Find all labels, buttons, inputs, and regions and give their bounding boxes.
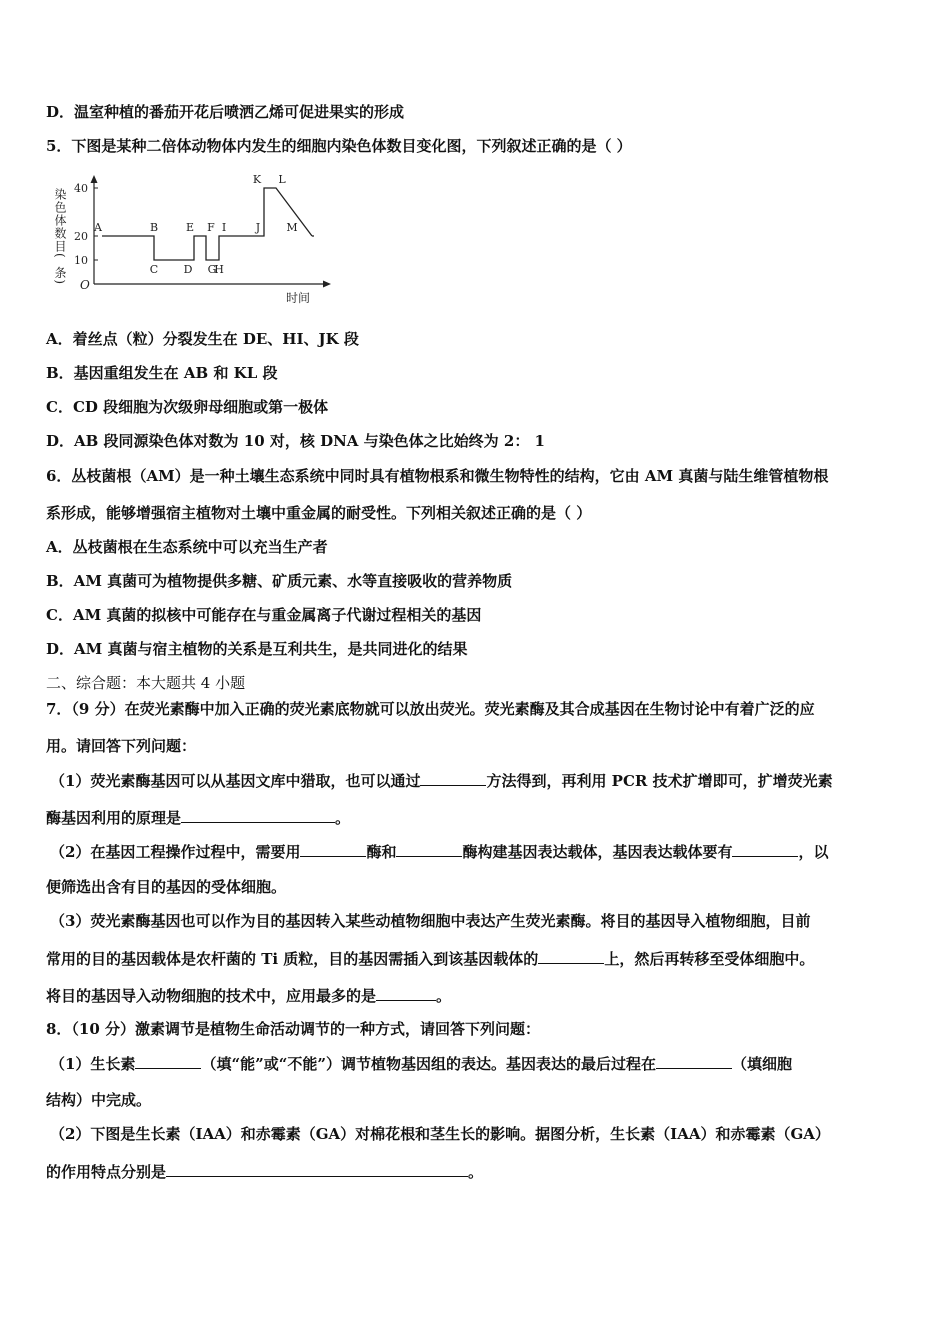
chart-ylabel: [53, 187, 67, 284]
point-label-f: F: [207, 221, 215, 234]
y-axis-arrow: [91, 175, 98, 183]
text-segment: （填细胞: [731, 1055, 792, 1073]
answer-blank[interactable]: [376, 985, 436, 1001]
x-axis-arrow: [323, 281, 331, 288]
q6-option-d: D．AM 真菌与宿主植物的关系是互利共生，是共同进化的结果: [46, 640, 468, 658]
q8-stem: 8．（10 分）激素调节是植物生命活动调节的一种方式，请回答下列问题：: [46, 1020, 541, 1038]
point-label-c: C: [149, 263, 159, 276]
point-label-l: L: [278, 173, 286, 186]
q7-stem-line2: 用。请回答下列问题：: [46, 737, 197, 755]
point-label-a: A: [94, 221, 102, 234]
point-label-g: G: [207, 263, 217, 276]
q5-option-c: C．CD 段细胞为次级卵母细胞或第一极体: [46, 398, 329, 416]
q7-part2-line1: [50, 841, 829, 862]
ylabel-char: 数: [53, 227, 67, 239]
point-label-m: M: [286, 221, 298, 234]
text-segment: 。: [436, 987, 452, 1005]
ylabel-char: 体: [53, 214, 67, 226]
q7-part3-line2: [46, 948, 814, 969]
q7-part3-line3: [46, 985, 451, 1006]
point-label-b: B: [149, 221, 159, 234]
text-segment: 常用的目的基因载体是农杆菌的 Ti 质粒，目的基因需插入到该基因载体的: [46, 950, 539, 968]
text-segment: （填“能”或“不能”）调节植物基因组的表达。基因表达的最后过程在: [201, 1055, 656, 1073]
q5-option-d: D．AB 段同源染色体对数为 10 对，核 DNA 与染色体之比始终为 2： 1: [46, 432, 545, 450]
q6-option-b: B．AM 真菌可为植物提供多糖、矿质元素、水等直接吸收的营养物质: [46, 572, 513, 590]
q7-stem-line1: 7．（9 分）在荧光素酶中加入正确的荧光素底物就可以放出荧光。荧光素酶及其合成基因在生物讨论中有着广泛的应: [46, 700, 815, 718]
text-segment: 酶构建基因表达载体，基因表达载体要有: [462, 843, 733, 861]
text-segment: 酶和: [366, 843, 397, 861]
answer-blank[interactable]: [166, 1161, 468, 1177]
q8-part2-line2: [46, 1161, 483, 1182]
y-tick-label: 20: [74, 230, 88, 243]
q7-part1-line2: [46, 807, 350, 828]
section-heading: 二、综合题：本大题共 4 小题: [46, 674, 246, 692]
ylabel-char: 条: [53, 266, 67, 278]
q7-part2-line2: 便筛选出含有目的基因的受体细胞。: [46, 878, 287, 896]
text-segment: （1）生长素: [50, 1055, 136, 1073]
text-segment: 的作用特点分别是: [46, 1163, 167, 1181]
q7-part1-line1: [50, 770, 833, 791]
point-label-h: H: [214, 263, 224, 276]
answer-blank[interactable]: [656, 1053, 732, 1069]
answer-blank[interactable]: [732, 841, 798, 857]
point-label-d: D: [183, 263, 193, 276]
point-label-j: J: [255, 221, 261, 234]
q8-part1-line1: [50, 1053, 792, 1074]
answer-blank[interactable]: [135, 1053, 201, 1069]
q5-stem: 5．下图是某种二倍体动物体内发生的细胞内染色体数目变化图，下列叙述正确的是（ ）: [46, 137, 632, 155]
q6-option-c: C．AM 真菌的拟核中可能存在与重金属离子代谢过程相关的基因: [46, 606, 482, 624]
q8-part1-line2: 结构）中完成。: [46, 1091, 152, 1109]
y-tick-label: 40: [74, 182, 88, 195]
ylabel-char: ): [53, 279, 67, 284]
text-segment: 。: [468, 1163, 484, 1181]
chart-xlabel: 时间: [286, 291, 311, 305]
point-label-e: E: [185, 221, 195, 234]
q5-option-b: B．基因重组发生在 AB 和 KL 段: [46, 364, 278, 382]
ylabel-char: (: [53, 253, 67, 258]
answer-blank[interactable]: [181, 807, 335, 823]
q6-stem-line1: 6．丛枝菌根（AM）是一种土壤生态系统中同时具有植物根系和微生物特性的结构，它由 AM 真菌与陆生维管植物根: [46, 467, 829, 485]
text-segment: （2）在基因工程操作过程中，需要用: [50, 843, 301, 861]
q7-part3-line1: （3）荧光素酶基因也可以作为目的基因转入某些动植物细胞中表达产生荧光素酶。将目的基因导入植物细胞，目前: [50, 912, 811, 930]
q6-option-a: A．丛枝菌根在生态系统中可以充当生产者: [46, 538, 328, 556]
chart-origin: O: [80, 278, 90, 292]
text-segment: 酶基因利用的原理是: [46, 809, 182, 827]
text-segment: 方法得到，再利用 PCR 技术扩增即可，扩增荧光素: [486, 772, 833, 790]
answer-blank[interactable]: [420, 770, 486, 786]
answer-blank[interactable]: [538, 948, 604, 964]
ylabel-char: 染: [53, 188, 67, 200]
text-segment: ，以: [798, 843, 829, 861]
text-segment: 。: [335, 809, 351, 827]
point-label-k: K: [252, 173, 262, 186]
text-segment: 将目的基因导入动物细胞的技术中，应用最多的是: [46, 987, 377, 1005]
answer-blank[interactable]: [300, 841, 366, 857]
text-segment: （1）荧光素酶基因可以从基因文库中猎取，也可以通过: [50, 772, 421, 790]
point-label-i: I: [221, 221, 227, 234]
q4-option-d: D．温室种植的番茄开花后喷洒乙烯可促进果实的形成: [46, 103, 405, 121]
answer-blank[interactable]: [396, 841, 462, 857]
q8-part2-line1: （2）下图是生长素（IAA）和赤霉素（GA）对棉花根和茎生长的影响。据图分析，生长素（IAA）和赤霉素（GA）: [50, 1125, 830, 1143]
y-tick-label: 10: [74, 254, 88, 267]
text-segment: 上，然后再转移至受体细胞中。: [604, 950, 815, 968]
chromosome-chart: [44, 172, 344, 306]
q5-option-a: A．着丝点（粒）分裂发生在 DE、HI、JK 段: [46, 330, 359, 348]
q6-stem-line2: 系形成，能够增强宿主植物对土壤中重金属的耐受性。下列相关叙述正确的是（ ）: [46, 504, 592, 522]
ylabel-char: 色: [53, 201, 67, 213]
ylabel-char: 目: [53, 240, 67, 252]
